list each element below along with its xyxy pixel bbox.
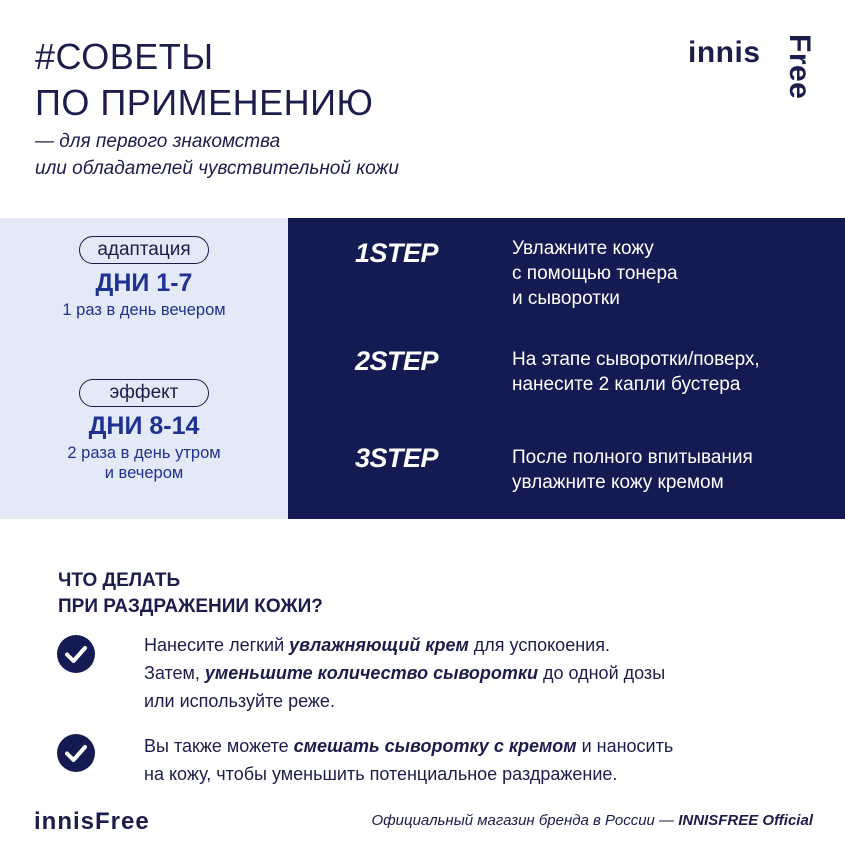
tip-text: до одной дозы [537,663,666,683]
step-3-text [512,445,753,495]
tip-2-line-1 [144,732,784,760]
footer-official: INNISFREE Official [678,812,813,829]
phase-tag: адаптация [79,236,209,264]
phase-frequency-2: и вечером [104,464,184,482]
tip-1 [144,631,784,715]
step-3-label: 3STEP [355,443,439,473]
step-3-line-2: увлажните кожу кремом [512,472,724,493]
logo-vertical-part: Free [783,34,816,100]
subtitle [35,128,399,182]
tip-text: Вы также можете [144,736,294,756]
subtitle-line-2: или обладателей чувствительной кожи [35,158,399,179]
title-line-1: #СОВЕТЫ [35,36,214,77]
tip-1-line-2 [144,659,784,687]
step-1-line-2: с помощью тонера [512,263,678,284]
phase-frequency: 2 раза в день утром [67,444,221,462]
step-3-line-1: После полного впитывания [512,447,753,468]
footer-store-text: Официальный магазин бренда в России [371,812,655,829]
tip-1-line-3: или используйте реже. [144,691,335,711]
tip-2 [144,732,784,788]
phase-frequency: 1 раз в день вечером [62,301,226,319]
check-circle-icon [57,734,95,772]
tip-text: Затем, [144,663,205,683]
step-2-label: 2STEP [355,346,439,376]
tip-emphasis: уменьшите количество сыворотки [204,663,538,683]
brand-logo [688,30,818,130]
tip-emphasis: смешать сыворотку с кремом [293,736,577,756]
tip-text: Нанесите легкий [144,635,290,655]
step-1-text [512,236,678,311]
step-1-line-3: и сыворотки [512,288,620,309]
phase-effect [0,379,288,483]
irritation-heading-line-1: ЧТО ДЕЛАТЬ [58,570,181,591]
step-1-label: 1STEP [355,238,439,268]
title-line-2: ПО ПРИМЕНЕНИЮ [35,82,374,123]
tip-text: и наносить [576,736,674,756]
footer-logo: innisFree [34,808,150,835]
phase-days: ДНИ 1-7 [95,269,193,297]
step-2-line-2: нанесите 2 капли бустера [512,374,741,395]
footer-caption [371,812,813,829]
check-circle-icon [57,635,95,673]
tip-text: для успокоения. [468,635,610,655]
tip-2-line-2: на кожу, чтобы уменьшить потенциальное раздражение. [144,764,618,784]
step-1-line-1: Увлажните кожу [512,238,654,259]
tip-1-line-1 [144,631,784,659]
irritation-heading-line-2: ПРИ РАЗДРАЖЕНИИ КОЖИ? [58,596,323,617]
phase-days: ДНИ 8-14 [88,412,200,440]
phase-adaptation [0,236,288,320]
step-2-line-1: На этапе сыворотки/поверх, [512,349,760,370]
footer-dash: — [654,812,679,829]
irritation-heading [58,568,323,620]
phase-tag: эффект [79,379,209,407]
title-text [35,34,373,126]
subtitle-line-1: — для первого знакомства [35,131,281,152]
tip-emphasis: увлажняющий крем [289,635,469,655]
step-2-text [512,347,760,397]
logo-horizontal-part: innis [688,36,761,69]
